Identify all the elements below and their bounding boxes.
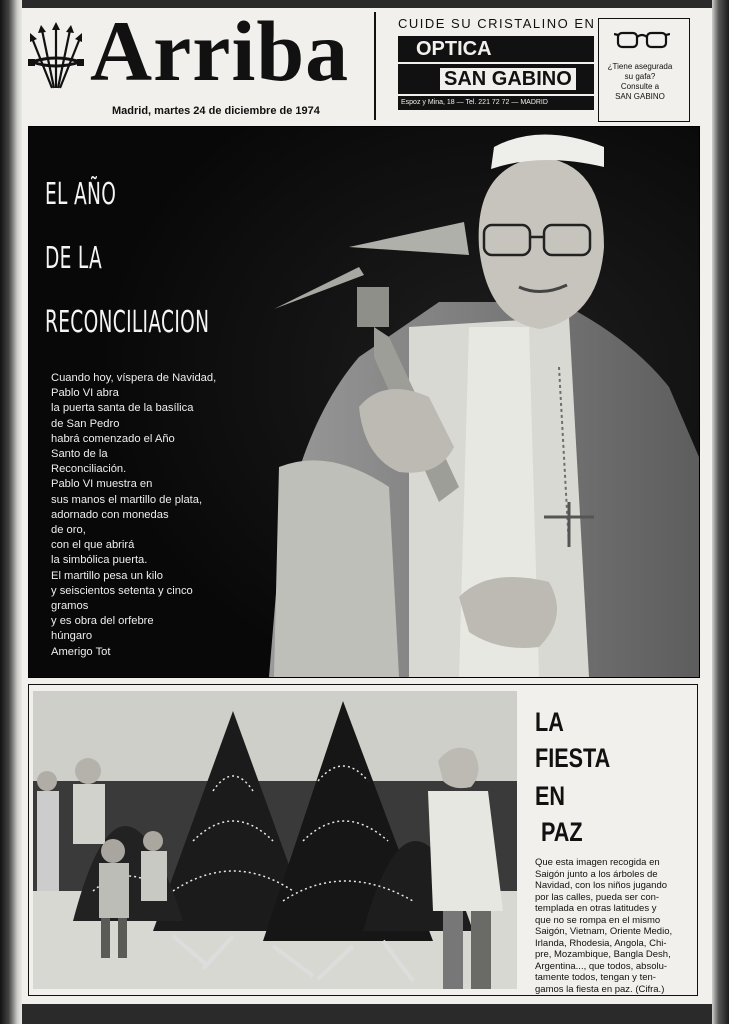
yoke-and-arrows-icon	[28, 22, 84, 92]
body-line: adornado con monedas	[51, 508, 169, 521]
newspaper-logo: Arriba	[90, 3, 350, 99]
page-edge	[712, 0, 729, 1024]
body-line: tamente todos, tengan y ten-	[535, 972, 656, 983]
body-line: sus manos el martillo de plata,	[51, 493, 203, 506]
ad-side-line: Consulte a	[620, 82, 660, 91]
body-line: Pablo VI abra	[51, 387, 119, 400]
body-line: Amerigo Tot	[51, 645, 111, 658]
body-line: por las calles, pueda ser con-	[535, 891, 660, 903]
second-headline-line: LA	[535, 707, 564, 737]
body-line: pre, Mozambique, Bangla Desh,	[535, 949, 671, 960]
body-line: de oro,	[51, 524, 86, 537]
eyeglasses-icon	[614, 28, 670, 52]
optician-advertisement	[394, 14, 694, 122]
body-line: Argentina..., que todos, absolu-	[535, 960, 668, 972]
second-headline-line: EN	[535, 781, 566, 811]
body-line: húngaro	[51, 630, 93, 643]
book-spine	[0, 0, 22, 1024]
body-line: la simbólica puerta.	[51, 554, 148, 567]
body-line: Reconciliación.	[51, 463, 127, 476]
body-line: Saigón, Vietnam, Oriente Medio,	[535, 926, 673, 937]
saigon-christmas-photo	[33, 691, 517, 989]
body-line: gramos	[51, 600, 89, 613]
body-line: habrá comenzado el Año	[51, 432, 175, 445]
lead-headline-line: DE LA	[45, 241, 103, 276]
body-line: Irlanda, Rhodesia, Angola, Chi-	[535, 937, 667, 949]
christmas-trees-children-illustration	[33, 691, 517, 989]
body-line: con el que abrirá	[51, 539, 135, 552]
newspaper-page	[22, 3, 712, 1004]
ad-side-line: su gafa?	[624, 72, 656, 81]
body-line: que no se rompa en el mismo	[535, 914, 661, 926]
ad-side-line: SAN GABINO	[615, 92, 665, 101]
body-line: y seiscientos setenta y cinco	[51, 584, 193, 597]
second-story-section	[28, 684, 698, 996]
body-line: la puerta santa de la basílica	[51, 402, 194, 415]
lead-headline-line: RECONCILIACION	[45, 305, 210, 340]
dateline: Madrid, martes 24 de diciembre de 1974	[112, 105, 320, 117]
lead-story-body	[51, 371, 251, 660]
ad-name-line2-box	[398, 64, 594, 94]
body-line: Cuando hoy, víspera de Navidad,	[51, 372, 217, 384]
lead-photo-pope	[28, 126, 700, 678]
body-line: El martillo pesa un kilo	[51, 569, 163, 582]
second-story-body	[535, 857, 713, 995]
body-line: de San Pedro	[51, 417, 120, 430]
body-line: Saigón junto a los árboles de	[535, 868, 658, 880]
body-line: Pablo VI muestra en	[51, 478, 153, 491]
ad-tagline: CUIDE SU CRISTALINO EN	[398, 16, 596, 31]
ad-side-line: ¿Tiene asegurada	[607, 62, 673, 71]
lead-headline-line: EL AÑO	[45, 177, 117, 212]
ad-address: Espoz y Mina, 18 — Tel. 221 72 72 — MADRID	[398, 96, 594, 110]
masthead	[22, 3, 712, 126]
second-headline-line: FIESTA	[535, 743, 611, 773]
masthead-divider	[374, 12, 376, 120]
body-line: Santo de la	[51, 448, 108, 461]
second-headline-line: PAZ	[541, 817, 583, 847]
body-line: gamos la fiesta en paz. (Cifra.)	[535, 983, 665, 995]
ad-name-line1: OPTICA	[398, 36, 594, 62]
body-line: templada en otras latitudes y	[535, 903, 657, 914]
body-line: Navidad, con los niños jugando	[535, 880, 668, 891]
ad-name-line2: SAN GABINO	[440, 68, 576, 90]
body-line: y es obra del orfebre	[51, 615, 154, 628]
body-line: Que esta imagen recogida en	[535, 857, 660, 868]
ad-side-text	[600, 62, 680, 102]
